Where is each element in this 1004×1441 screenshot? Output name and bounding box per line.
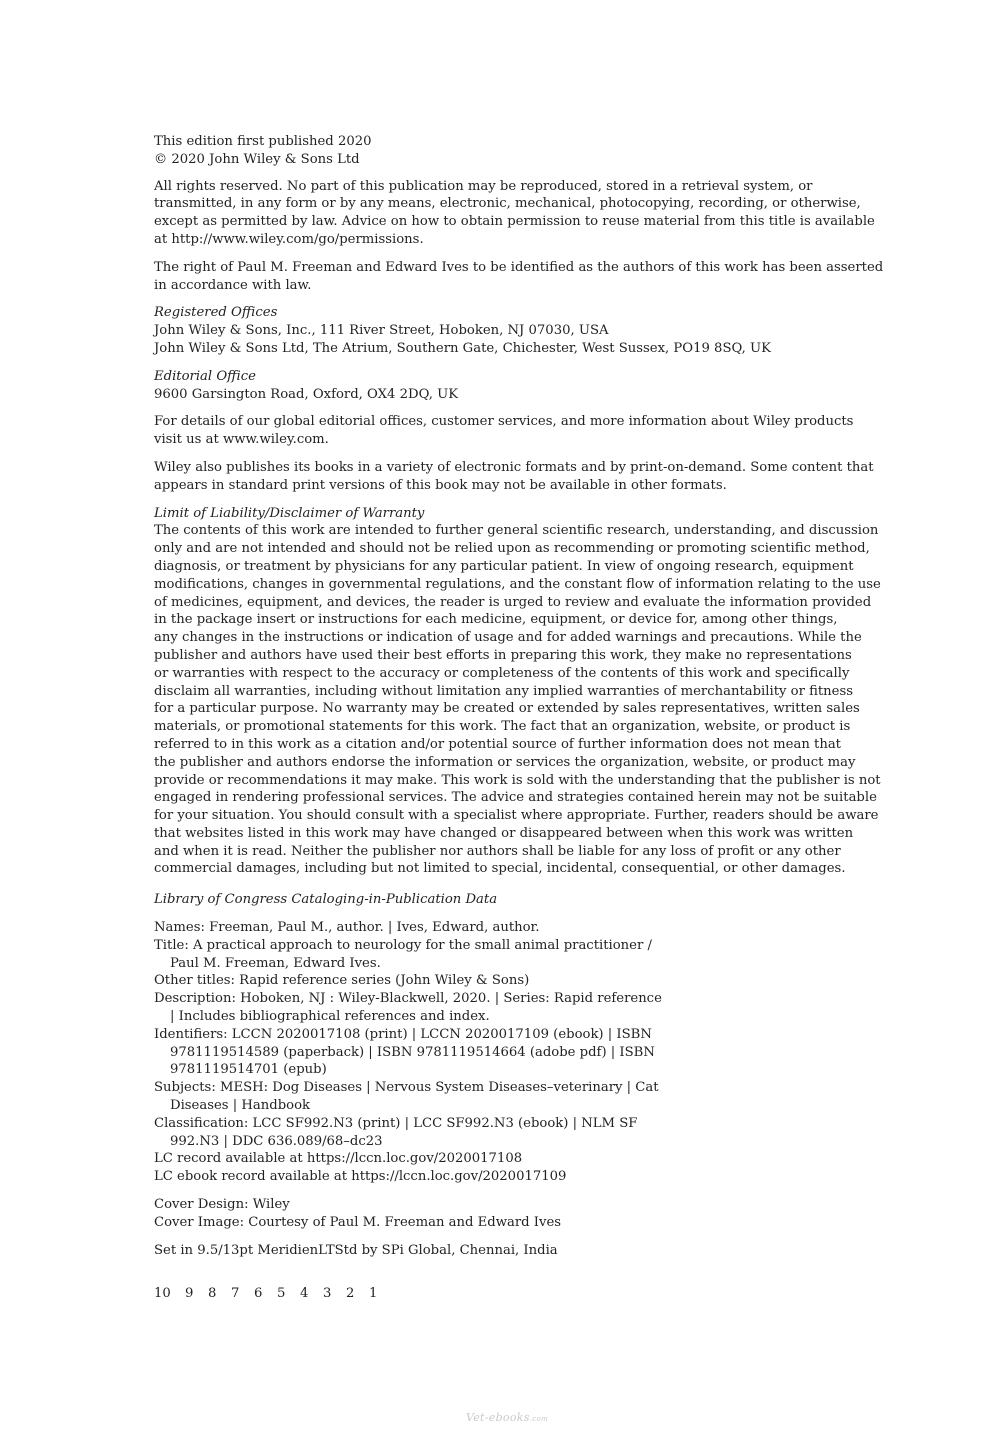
typeset-line: Set in 9.5/13pt MeridienLTStd by SPi Global, Chennai, India bbox=[154, 1242, 558, 1258]
watermark-suffix: .com bbox=[529, 1415, 548, 1423]
cip-classification: Classification: LCC SF992.N3 (print) | LCC SF992.N3 (ebook) | NLM SF bbox=[154, 1115, 638, 1131]
disclaimer-line: any changes in the instructions or indication of usage and for added warnings and precautions. While the bbox=[154, 630, 862, 646]
cip-subjects-cont: Diseases | Handbook bbox=[170, 1098, 311, 1114]
registered-offices bbox=[154, 304, 854, 357]
cip-identifiers-cont: 9781119514701 (epub) bbox=[170, 1062, 327, 1078]
disclaimer-line: disclaim all warranties, including without limitation any implied warranties of merchantability or fitness bbox=[154, 683, 854, 699]
cip-title: Title: A practical approach to neurology for the small animal practitioner / bbox=[154, 937, 652, 953]
edition-line: This edition first published 2020 bbox=[154, 134, 372, 149]
cip-other-titles: Other titles: Rapid reference series (John Wiley & Sons) bbox=[154, 973, 530, 989]
cip-description-cont: | Includes bibliographical references and index. bbox=[170, 1009, 490, 1025]
copyright-line: © 2020 John Wiley & Sons Ltd bbox=[154, 151, 360, 167]
disclaimer-line: diagnosis, or treatment by physicians for any particular patient. In view of ongoing research, equipment bbox=[154, 558, 854, 574]
rights-paragraph bbox=[154, 178, 875, 249]
cip-subjects: Subjects: MESH: Dog Diseases | Nervous System Diseases–veterinary | Cat bbox=[154, 1080, 659, 1096]
authors-right-line: in accordance with law. bbox=[154, 277, 312, 293]
printer-key-number: 2 bbox=[346, 1286, 355, 1302]
disclaimer-line: the publisher and authors endorse the information or services the organization, website, or product may bbox=[154, 754, 856, 770]
printer-key-number: 9 bbox=[185, 1286, 194, 1302]
printer-key-number: 1 bbox=[369, 1286, 378, 1302]
rights-line: at http://www.wiley.com/go/permissions. bbox=[154, 231, 424, 247]
cip-heading-block bbox=[154, 891, 854, 909]
disclaimer-line: of medicines, equipment, and devices, the reader is urged to review and evaluate the information provided bbox=[154, 594, 872, 610]
authors-right-paragraph bbox=[154, 259, 884, 295]
typeset-note bbox=[154, 1242, 854, 1260]
disclaimer-line: publisher and authors have used their best efforts in preparing this work, they make no representations bbox=[154, 647, 852, 663]
printer-key-number: 4 bbox=[300, 1286, 309, 1302]
disclaimer-line: that websites listed in this work may have changed or disappeared between when this work was written bbox=[154, 825, 854, 841]
cover-design: Cover Design: Wiley bbox=[154, 1197, 290, 1213]
cip-title-cont: Paul M. Freeman, Edward Ives. bbox=[170, 955, 381, 971]
cip-heading: Library of Congress Cataloging-in-Publication Data bbox=[154, 892, 498, 908]
details-line: visit us at www.wiley.com. bbox=[154, 432, 329, 448]
cover-image: Cover Image: Courtesy of Paul M. Freeman and Edward Ives bbox=[154, 1214, 562, 1230]
watermark-logo bbox=[466, 1411, 566, 1431]
printer-key-number: 8 bbox=[208, 1286, 217, 1302]
office-address: John Wiley & Sons Ltd, The Atrium, Southern Gate, Chichester, West Sussex, PO19 8SQ, UK bbox=[154, 340, 771, 356]
disclaimer-line: or warranties with respect to the accuracy or completeness of the contents of this work and specifically bbox=[154, 665, 850, 681]
disclaimer-line: The contents of this work are intended to further general scientific research, understanding, and discussion bbox=[154, 523, 879, 539]
formats-line: Wiley also publishes its books in a variety of electronic formats and by print-on-demand. Some content that bbox=[154, 459, 874, 475]
cip-names: Names: Freeman, Paul M., author. | Ives, Edward, author. bbox=[154, 920, 540, 936]
disclaimer-line: and when it is read. Neither the publisher nor authors shall be liable for any loss of profit or any other bbox=[154, 843, 841, 859]
editorial-office-address: 9600 Garsington Road, Oxford, OX4 2DQ, UK bbox=[154, 386, 459, 402]
authors-right-line: The right of Paul M. Freeman and Edward Ives to be identified as the authors of this work has been asserted bbox=[154, 259, 884, 275]
cip-lc-record: LC record available at https://lccn.loc.gov/2020017108 bbox=[154, 1151, 523, 1167]
printer-key-number: 3 bbox=[323, 1286, 332, 1302]
cover-credits bbox=[154, 1196, 854, 1232]
disclaimer-line: materials, or promotional statements for this work. The fact that an organization, website, or product is bbox=[154, 719, 851, 735]
details-line: For details of our global editorial offices, customer services, and more information about Wiley products bbox=[154, 414, 854, 430]
disclaimer-line: for your situation. You should consult with a specialist where appropriate. Further, readers should be aware bbox=[154, 808, 879, 824]
registered-offices-heading: Registered Offices bbox=[154, 305, 278, 321]
printer-key-number: 6 bbox=[254, 1286, 263, 1302]
printer-key-number: 10 bbox=[154, 1286, 171, 1302]
edition-block bbox=[154, 133, 854, 169]
rights-line: except as permitted by law. Advice on how to obtain permission to reuse material from this title is available bbox=[154, 214, 875, 230]
printer-key-line bbox=[154, 1285, 854, 1303]
formats-line: appears in standard print versions of this book may not be available in other formats. bbox=[154, 477, 727, 493]
cip-classification-cont: 992.N3 | DDC 636.089/68–dc23 bbox=[170, 1133, 383, 1149]
rights-line: All rights reserved. No part of this publication may be reproduced, stored in a retrieval system, or bbox=[154, 178, 813, 194]
watermark-text: Vet-ebooks bbox=[466, 1411, 530, 1424]
printer-key-number: 5 bbox=[277, 1286, 286, 1302]
office-address: John Wiley & Sons, Inc., 111 River Street, Hoboken, NJ 07030, USA bbox=[154, 323, 609, 339]
cip-lc-ebook-record: LC ebook record available at https://lccn.loc.gov/2020017109 bbox=[154, 1169, 567, 1185]
disclaimer-section bbox=[154, 505, 881, 879]
disclaimer-line: referred to in this work as a citation and/or potential source of further information does not mean that bbox=[154, 736, 841, 752]
printer-key-number: 7 bbox=[231, 1286, 240, 1302]
rights-line: transmitted, in any form or by any means, electronic, mechanical, photocopying, recording, or otherwise, bbox=[154, 196, 861, 212]
cip-description: Description: Hoboken, NJ : Wiley-Blackwell, 2020. | Series: Rapid reference bbox=[154, 991, 662, 1007]
disclaimer-line: in the package insert or instructions for each medicine, equipment, or device for, among other things, bbox=[154, 612, 838, 628]
disclaimer-line: modifications, changes in governmental regulations, and the constant flow of information relating to the use bbox=[154, 576, 881, 592]
disclaimer-line: provide or recommendations it may make. This work is sold with the understanding that the publisher is not bbox=[154, 772, 881, 788]
disclaimer-line: only and are not intended and should not be relied upon as recommending or promoting scientific method, bbox=[154, 541, 870, 557]
editorial-office bbox=[154, 368, 854, 404]
cip-data bbox=[154, 919, 854, 1186]
editorial-office-heading: Editorial Office bbox=[154, 368, 256, 384]
disclaimer-line: commercial damages, including but not limited to special, incidental, consequential, or other damages. bbox=[154, 861, 846, 877]
disclaimer-heading: Limit of Liability/Disclaimer of Warranty bbox=[154, 505, 425, 521]
cip-identifiers: Identifiers: LCCN 2020017108 (print) | LCCN 2020017109 (ebook) | ISBN bbox=[154, 1026, 652, 1042]
details-paragraph bbox=[154, 413, 854, 449]
copyright-page bbox=[154, 133, 884, 1303]
disclaimer-line: for a particular purpose. No warranty may be created or extended by sales representatives, written sales bbox=[154, 701, 860, 717]
disclaimer-line: engaged in rendering professional services. The advice and strategies contained herein may not be suitable bbox=[154, 790, 877, 806]
cip-identifiers-cont: 9781119514589 (paperback) | ISBN 9781119514664 (adobe pdf) | ISBN bbox=[170, 1044, 655, 1060]
formats-paragraph bbox=[154, 459, 874, 495]
